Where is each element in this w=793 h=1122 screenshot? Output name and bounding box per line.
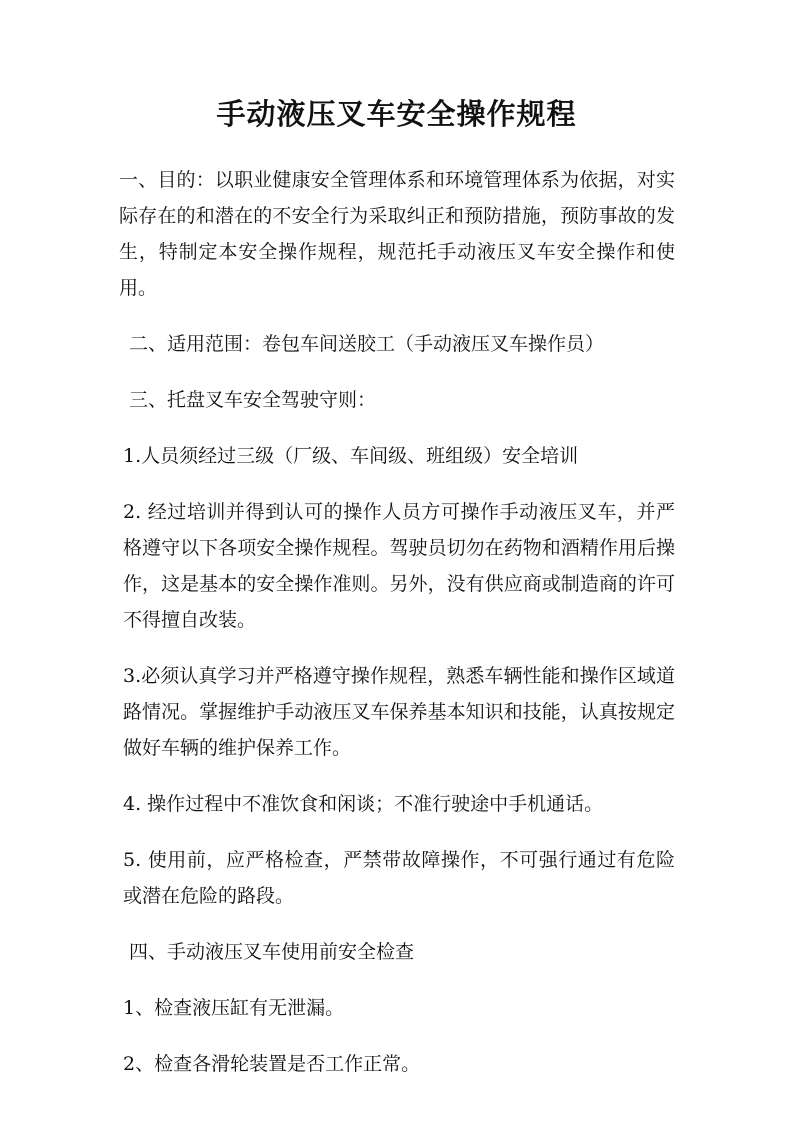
- paragraph-scope: 二、适用范围：卷包车间送胶工（手动液压叉车操作员）: [129, 333, 605, 355]
- paragraph-rule-1: 1.人员须经过三级（厂级、车间级、班组级）安全培训: [123, 445, 579, 467]
- document-body: [119, 162, 675, 1102]
- paragraph-rule-4: 4. 操作过程中不准饮食和闲谈；不准行驶途中手机通话。: [123, 793, 604, 815]
- paragraph-rule-2: 2. 经过培训并得到认可的操作人员方可操作手动液压叉车，并严格遵守以下各项安全操作规程。驾驶员切勿在药物和酒精作用后操作，这是基本的安全操作准则。另外，没有供应商或制造商的许可不得擅自改装。: [123, 501, 675, 631]
- paragraph-purpose: 一、目的：以职业健康安全管理体系和环境管理体系为依据，对实际存在的和潜在的不安全行为采取纠正和预防措施，预防事故的发生，特制定本安全操作规程，规范托手动液压叉车安全操作和使用。: [119, 169, 675, 299]
- paragraph-rule-5: 5. 使用前，应严格检查，严禁带故障操作，不可强行通过有危险或潜在危险的路段。: [123, 849, 675, 907]
- paragraph-inspection-heading: 四、手动液压叉车使用前安全检查: [129, 941, 415, 963]
- paragraph-rule-3: 3.必须认真学习并严格遵守操作规程，熟悉车辆性能和操作区域道路情况。掌握维护手动液压叉车保养基本知识和技能，认真按规定做好车辆的维护保养工作。: [123, 665, 675, 759]
- paragraph-inspection-1: 1、检查液压缸有无泄漏。: [123, 997, 345, 1019]
- document-title: 手动液压叉车安全操作规程: [216, 97, 577, 131]
- paragraph-inspection-2: 2、检查各滑轮装置是否工作正常。: [123, 1053, 421, 1075]
- paragraph-rules-heading: 三、托盘叉车安全驾驶守则：: [129, 389, 377, 411]
